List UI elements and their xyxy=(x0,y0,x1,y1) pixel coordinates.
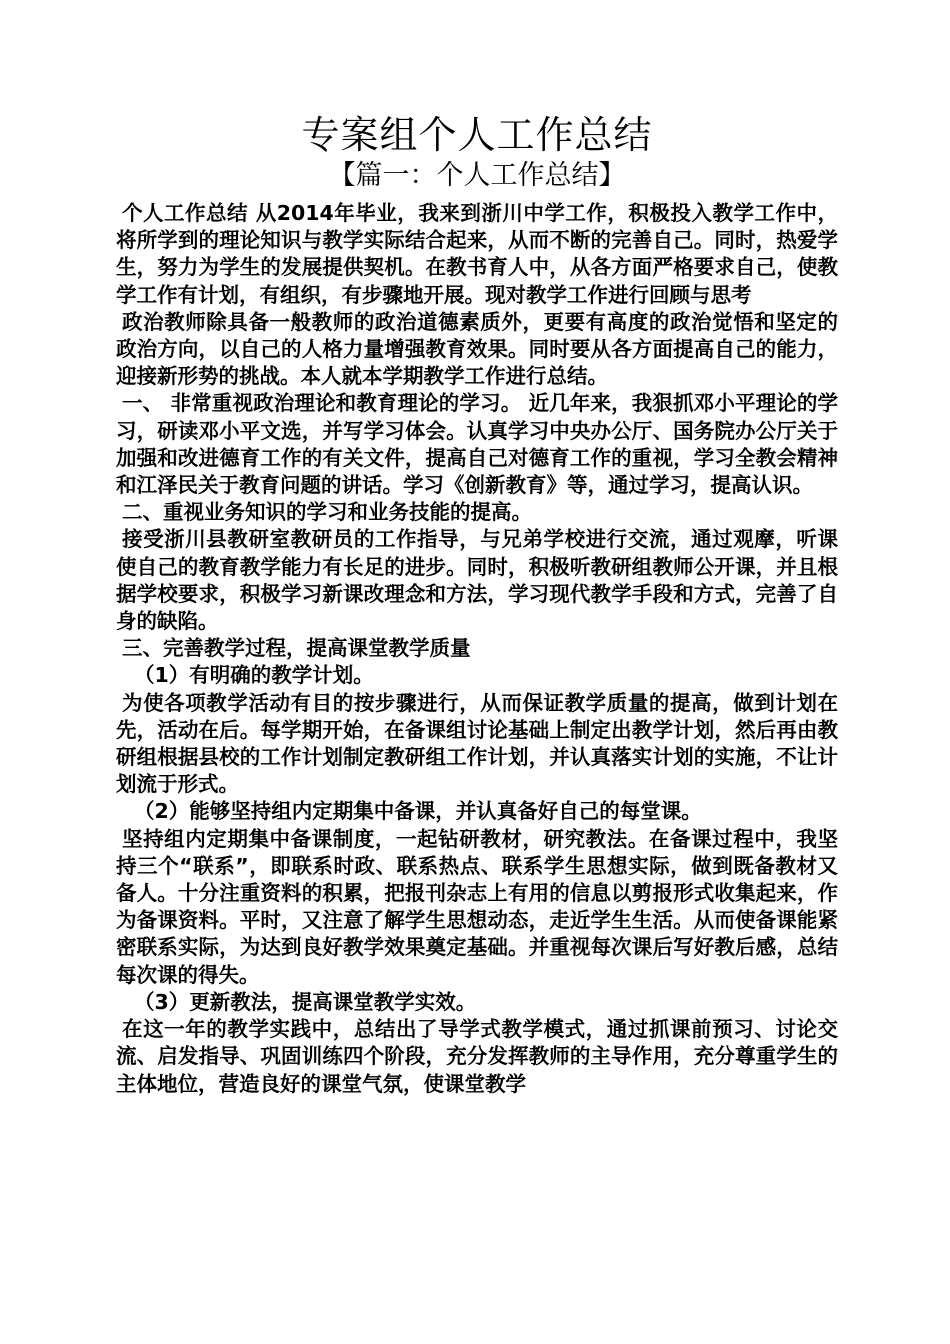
paragraph-item-3: 在这一年的教学实践中，总结出了导学式教学模式，通过抓课前预习、讨论交流、启发指导、巩固训练四个阶段，充分发挥教师的主导作用，充分尊重学生的主体地位，营造良好的课堂气氛，使课堂教学 xyxy=(116,1017,838,1096)
paragraph-political-teacher: 政治教师除具备一般教师的政治道德素质外，更要有高度的政治觉悟和坚定的政治方向，以自己的人格力量增强教育效果。同时要从各方面提高自己的能力，迎接新形势的挑战。本人就本学期教学工作进行总结。 xyxy=(116,309,838,389)
paragraph-intro: 个人工作总结 从2014年毕业，我来到浙川中学工作，积极投入教学工作中，将所学到的理论知识与教学实际结合起来，从而不断的完善自己。同时，热爱学生，努力为学生的发展提供契机。在教书育人中，从各方面严格要求自己，使教学工作有计划，有组织，有步骤地开展。现对教学工作进行回顾与思考 xyxy=(116,201,838,307)
document-page xyxy=(116,112,838,1098)
paragraph-section-one: 一、 非常重视政治理论和教育理论的学习。 近几年来，我狠抓邓小平理论的学习，研读邓小平文选，并写学习体会。认真学习中央办公厅、国务院办公厅关于加强和改进德育工作的有关文件，提高自己对德育工作的重视，学习全教会精神和江泽民关于教育问题的讲话。学习《创新教育》等，通过学习，提高认识。 xyxy=(116,391,838,498)
heading-item-3: （3）更新教法，提高课堂教学实效。 xyxy=(134,989,477,1014)
document-subtitle: 【篇一：个人工作总结】 xyxy=(328,160,626,191)
paragraph-section-two: 接受浙川县教研室教研员的工作指导，与兄弟学校进行交流，通过观摩，听课使自己的教育教学能力有长足的进步。同时，积极听教研组教师公开课，并且根据学校要求，积极学习新课改理念和方法，学习现代教学手段和方式，完善了自身的缺陷。 xyxy=(116,527,838,634)
heading-item-2: （2）能够坚持组内定期集中备课，并认真备好自己的每堂课。 xyxy=(134,799,702,824)
heading-item-1: （1）有明确的教学计划。 xyxy=(134,663,374,688)
paragraph-item-2: 坚持组内定期集中备课制度，一起钻研教材，研究教法。在备课过程中，我坚持三个“联系”，即联系时政、联系热点、联系学生思想实际，做到既备教材又备人。十分注重资料的积累，把报刊杂志上有用的信息以剪报形式收集起来，作为备课资料。平时，又注意了解学生思想动态，走近学生生活。从而使备课能紧密联系实际，为达到良好教学效果奠定基础。并重视每次课后写好教后感，总结每次课的得失。 xyxy=(116,826,838,987)
heading-section-two: 二、重视业务知识的学习和业务技能的提高。 xyxy=(122,500,532,525)
heading-section-three: 三、完善教学过程，提高课堂教学质量 xyxy=(122,636,471,661)
document-body xyxy=(116,200,838,1098)
document-title: 专案组个人工作总结 xyxy=(301,113,653,157)
paragraph-item-1: 为使各项教学活动有目的按步骤进行，从而保证教学质量的提高，做到计划在先，活动在后。每学期开始，在备课组讨论基础上制定出教学计划，然后再由教研组根据县校的工作计划制定教研组工作计划，并认真落实计划的实施，不让计划流于形式。 xyxy=(116,690,838,797)
